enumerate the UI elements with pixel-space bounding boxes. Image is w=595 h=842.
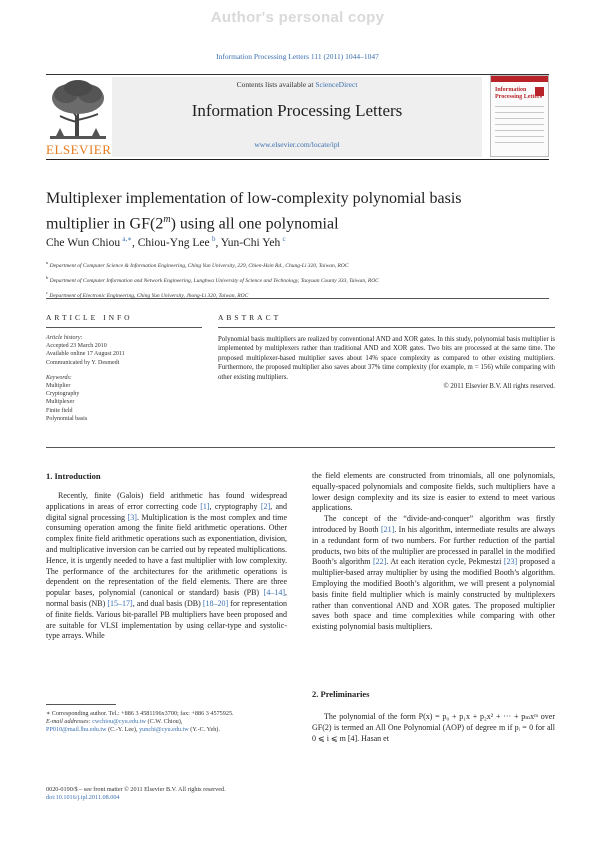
cover-line: [495, 118, 544, 119]
intro-paragraph: [46, 491, 287, 642]
watermark: Author's personal copy: [210, 9, 385, 26]
text-run: . Multiplication is the most complex and time consuming operation among the finite field arithmetic operations. Other complex finite field arithmetic operations such as exponentiation, division, and multiplicative inversion can be carried out by repeated multiplications. Hence, it is urgently needed to have a fast multiplier with low complexity. The performance of the architectures for the arithmetic operations is dependent on the representation of the field elements. There are three popular bases, polynomial (canonical or standard) basis (PB): [46, 512, 287, 598]
affiliation-text: Department of Computer Science & Information Engineering, Ching Yun University, 229, Chien-Hsin Rd., Chung-Li 320, Taiwan, ROC: [49, 262, 349, 269]
cover-title-line2: Processing Letters: [495, 94, 543, 100]
email-link[interactable]: yunchi@cyu.edu.tw: [139, 726, 189, 733]
text-run: , and digital signal processing: [46, 501, 287, 522]
abstract-body: [218, 335, 555, 391]
email-link[interactable]: PP010@mail.lhu.edu.tw: [46, 726, 107, 733]
affiliation-mark: b: [46, 274, 49, 280]
author-separator: ,: [215, 236, 221, 249]
citation-link[interactable]: [18–20]: [202, 598, 229, 608]
title-line2-pre: multiplier in GF(2: [46, 215, 164, 233]
abstract-heading: ABSTRACT: [218, 313, 282, 322]
masthead-bottom-rule: [46, 159, 549, 160]
keyword-item: Finite field: [46, 407, 73, 414]
history-item: Accepted 23 March 2010: [46, 343, 107, 350]
title-line2-post: ) using all one polynomial: [170, 215, 339, 233]
issn-line: 0020-0190/$ – see front matter © 2011 Elsevier B.V. All rights reserved.: [46, 786, 226, 793]
affiliation-text: Department of Computer Information and Network Engineering, Lunghwa University of Science and Technology, Taoyuan County 333, Taiwan, ROC: [49, 277, 379, 284]
citation-link[interactable]: [3]: [127, 512, 137, 522]
title-superscript: m: [163, 214, 171, 225]
contents-prefix: Contents lists available at: [236, 80, 316, 89]
email-label: E-mail addresses:: [46, 718, 93, 725]
abstract-text: Polynomial basis multipliers are realized by conventional AND and XOR gates. In this study, polynomial basis multiplier is implemented by multiplexers rather than traditional AND and XOR gates. Two bits are processed at the same time. The proposed multiplexer-based multiplier saves about 14% space complexity as compared to other existing multipliers. Furthermore, the proposed multiplier also saves about 37% time complexity (for example, m = 156) while comparing with other existing multipliers.: [218, 336, 555, 381]
author-list: [46, 235, 286, 249]
sciencedirect-link[interactable]: ScienceDirect: [315, 80, 358, 89]
journal-citation-link[interactable]: Information Processing Letters 111 (2011) 1044–1047: [216, 52, 379, 61]
author-name[interactable]: Yun-Chi Yeh: [220, 236, 281, 249]
section-heading-preliminaries: 2. Preliminaries: [312, 689, 370, 699]
title-line1: Multiplexer implementation of low-complexity polynomial basis: [46, 190, 462, 207]
contents-availability: [112, 80, 482, 89]
email-owner: (C.-Y. Lee),: [106, 726, 140, 733]
abstract-bottom-rule: [46, 447, 555, 448]
cover-line: [495, 142, 544, 143]
author-affiliation-mark[interactable]: a,∗: [122, 235, 133, 243]
citation-link[interactable]: [23]: [503, 557, 518, 567]
citation-link[interactable]: [15–17]: [107, 598, 133, 608]
publisher-wordmark: ELSEVIER: [46, 142, 112, 157]
text-run: , cryptography: [209, 501, 261, 511]
citation-link[interactable]: [22]: [372, 557, 387, 567]
journal-cover-thumbnail: [490, 75, 549, 157]
bottom-matter: [46, 786, 306, 802]
prelim-paragraph: [312, 712, 555, 744]
intro-right-column: [312, 471, 555, 633]
affiliation-item: [46, 257, 379, 272]
header-divider: [46, 298, 549, 299]
keyword-item: Multiplexer: [46, 399, 75, 406]
journal-name: Information Processing Letters: [191, 101, 403, 120]
history-label: Article history:: [46, 335, 83, 341]
cover-band: [491, 76, 548, 82]
keywords-label: Keywords:: [46, 374, 72, 381]
email-addresses: [46, 718, 287, 734]
text-run: . At each iteration cycle, Pekmestzi: [386, 557, 504, 567]
article-history: [46, 334, 206, 423]
paper-title: [46, 188, 546, 234]
intro-left-column: [46, 491, 287, 642]
affiliation-item: [46, 272, 379, 287]
affiliation-mark: a: [46, 260, 49, 265]
text-run: , and dual basis (DB): [132, 598, 203, 608]
intro-paragraph: [312, 471, 555, 514]
keyword-item: Cryptography: [46, 391, 80, 398]
citation-link[interactable]: [1]: [200, 501, 210, 511]
author-name[interactable]: Che Wun Chiou: [46, 236, 121, 249]
text-run: the field elements are constructed from trinomials, all one polynomials, equally-spaced polynomials and composite fields, such multipliers have a lower design complexity and its size is easier to extend to meet various applications.: [312, 471, 555, 513]
citation-link[interactable]: [2]: [260, 501, 271, 511]
author-separator: ,: [132, 236, 138, 249]
cover-line: [495, 112, 544, 113]
intro-paragraph: [312, 514, 555, 633]
footnote-rule: [46, 704, 116, 705]
keyword-item: Multiplier: [46, 383, 71, 390]
citation-link[interactable]: [4–14]: [263, 588, 285, 598]
cover-line: [495, 136, 544, 137]
author-affiliation-mark[interactable]: b: [211, 235, 216, 243]
text-run: The concept of the “divide-and-conquer” algorithm was firstly introduced by Booth: [312, 514, 555, 534]
abstract-copyright: © 2011 Elsevier B.V. All rights reserved.: [443, 383, 555, 391]
article-info-rule: [46, 327, 202, 328]
text-run: Recently, finite (Galois) field arithmetic has found widespread applications in areas of error correcting code: [46, 491, 287, 511]
text-run: , normal basis (NB): [46, 588, 287, 608]
affiliation-text: Department of Electronic Engineering, Ching Yun University, Jhong-Li 320, Taiwan, ROC: [49, 292, 249, 299]
section-heading-introduction: 1. Introduction: [46, 471, 101, 481]
history-item: Available online 17 August 2011: [46, 351, 125, 358]
affiliation-mark: c: [46, 289, 48, 295]
text-run: for representation of finite fields. Various bit-parallel PB multipliers have been proposed and are suitable for VLSI implementation by using cellar-type and systolic-type arrays. While: [46, 598, 288, 641]
cover-line: [495, 130, 544, 131]
preliminaries-text: [312, 712, 555, 744]
email-owner: (Y.-C. Yeh).: [188, 726, 220, 733]
history-item: Communicated by Y. Desmedt: [46, 359, 120, 366]
author-name[interactable]: Chiou-Yng Lee: [137, 236, 210, 249]
keyword-item: Polynomial basis: [46, 415, 88, 422]
cover-title-line1: Information: [495, 87, 527, 93]
article-info-heading: ARTICLE INFO: [46, 313, 133, 322]
cover-line: [495, 124, 544, 125]
abstract-rule: [218, 327, 555, 328]
journal-homepage-link[interactable]: www.elsevier.com/locate/ipl: [254, 140, 340, 149]
doi-link[interactable]: doi:10.1016/j.ipl.2011.08.004: [46, 794, 120, 801]
author-affiliation-mark[interactable]: c: [282, 235, 286, 243]
cover-line: [495, 106, 544, 107]
email-link[interactable]: cwchiou@cyu.edu.tw: [92, 718, 146, 725]
affiliations: [46, 257, 379, 301]
cover-title: [495, 87, 542, 101]
email-owner: (C.W. Chiou),: [145, 718, 183, 725]
affiliation-item: [46, 287, 379, 302]
text-run: proposed a multiplier-based array multiplier by using the modified Booth’s algorithm. Employing the modified Booth’s algorithm, we will present a polynomial basis finite field multiplier which is mainly constructed by multiplexers rather than conventional AND and XOR gates. The proposed multiplier saves both space and time complexities while comparing with other existing polynomial basis multipliers.: [312, 557, 556, 632]
text-run: The polynomial of the form P(x) = p₀ + p₁x + p₂x² + ··· + pₘxᵐ over GF(2) is termed an All One Polynomial (AOP) of degree m if pᵢ = 0 for all 0 ⩽ i ⩽ m [4]. Hasan et: [312, 712, 555, 743]
masthead-top-rule: [46, 74, 549, 75]
corresponding-author-note: ∗ Corresponding author. Tel.: +886 3 4581196x3700; fax: +886 3 4575925.: [46, 710, 234, 717]
citation-link[interactable]: [21]: [380, 524, 395, 534]
text-run: . In his algorithm, intermediate results are always in a redundant form of two numbers. For further reduction of the partial products, two bits of the multiplier are processed in parallel in the modified Booth’s algorithm: [312, 524, 555, 567]
footnote: [46, 710, 287, 734]
